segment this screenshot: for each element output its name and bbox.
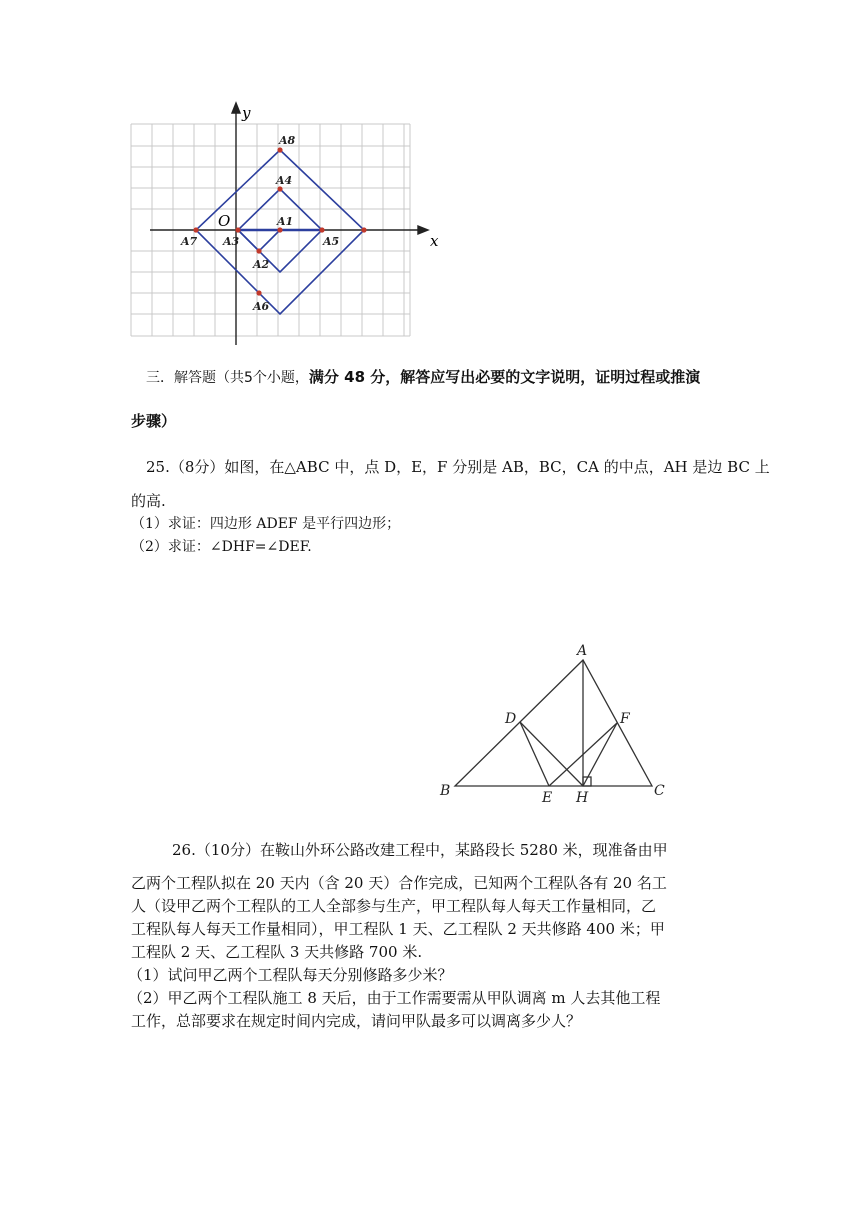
section-heading-line2: 步骤） <box>131 412 177 430</box>
q25-item2: （2）求证：∠DHF=∠DEF. <box>131 539 312 555</box>
triangle-figure <box>435 640 675 810</box>
label-h: H <box>576 790 589 806</box>
section-heading-part3: 个小题， <box>252 370 309 386</box>
q25-line1: 25.（8分）如图，在△ABC 中，点 D，E，F 分别是 AB，BC，CA 的中点，AH 是边 BC 上 <box>146 458 770 476</box>
label-a5: A5 <box>323 235 340 248</box>
label-a3: A3 <box>223 235 240 248</box>
origin-label: O <box>218 212 231 230</box>
label-c: C <box>654 783 665 799</box>
q26-line3: 人（设甲乙两个工程队的工人全部参与生产，甲工程队每人每天工作量相同，乙 <box>131 897 657 915</box>
q26-item2: （2）甲乙两个工程队施工 8 天后，由于工作需要需从甲队调离 m 人去其他工程 <box>128 989 661 1007</box>
label-d: D <box>505 711 517 727</box>
y-axis-label: y <box>242 104 251 122</box>
x-axis-label: x <box>430 232 439 250</box>
q26-line4: 工程队每人每天工作量相同），甲工程队 1 天、乙工程队 2 天共修路 400 米；甲 <box>131 920 665 938</box>
section-heading-part1: 三．解答题（共 <box>146 370 244 386</box>
label-a7: A7 <box>181 235 198 248</box>
label-a1: A1 <box>277 215 294 228</box>
q26-item1: （1）试问甲乙两个工程队每天分别修路多少米？ <box>128 966 453 984</box>
q25-item1: （1）求证：四边形 ADEF 是平行四边形； <box>131 516 401 532</box>
label-b: B <box>440 783 451 799</box>
label-a2: A2 <box>253 258 270 271</box>
section-heading <box>146 367 700 388</box>
label-a8: A8 <box>279 134 296 147</box>
label-a: A <box>577 643 588 659</box>
section-heading-part4: 满分 48 分，解答应写出必要的文字说明，证明过程或推演 <box>308 368 701 386</box>
label-a4: A4 <box>276 174 293 187</box>
label-a6: A6 <box>253 300 270 313</box>
label-e: E <box>542 790 553 806</box>
q26-line1: 26.（10分）在鞍山外环公路改建工程中，某路段长 5280 米，现准备由甲 <box>172 841 668 859</box>
q25-line2: 的高. <box>131 492 166 510</box>
coordinate-figure <box>126 100 446 350</box>
q26-line2: 乙两个工程队拟在 20 天内（含 20 天）合作完成，已知两个工程队各有 20 名工 <box>131 874 667 892</box>
section-heading-count: 5 <box>244 370 253 386</box>
q26-line5: 工程队 2 天、乙工程队 3 天共修路 700 米. <box>131 943 423 961</box>
label-f: F <box>620 711 630 727</box>
q26-item3: 工作，总部要求在规定时间内完成，请问甲队最多可以调离多少人？ <box>131 1012 582 1030</box>
